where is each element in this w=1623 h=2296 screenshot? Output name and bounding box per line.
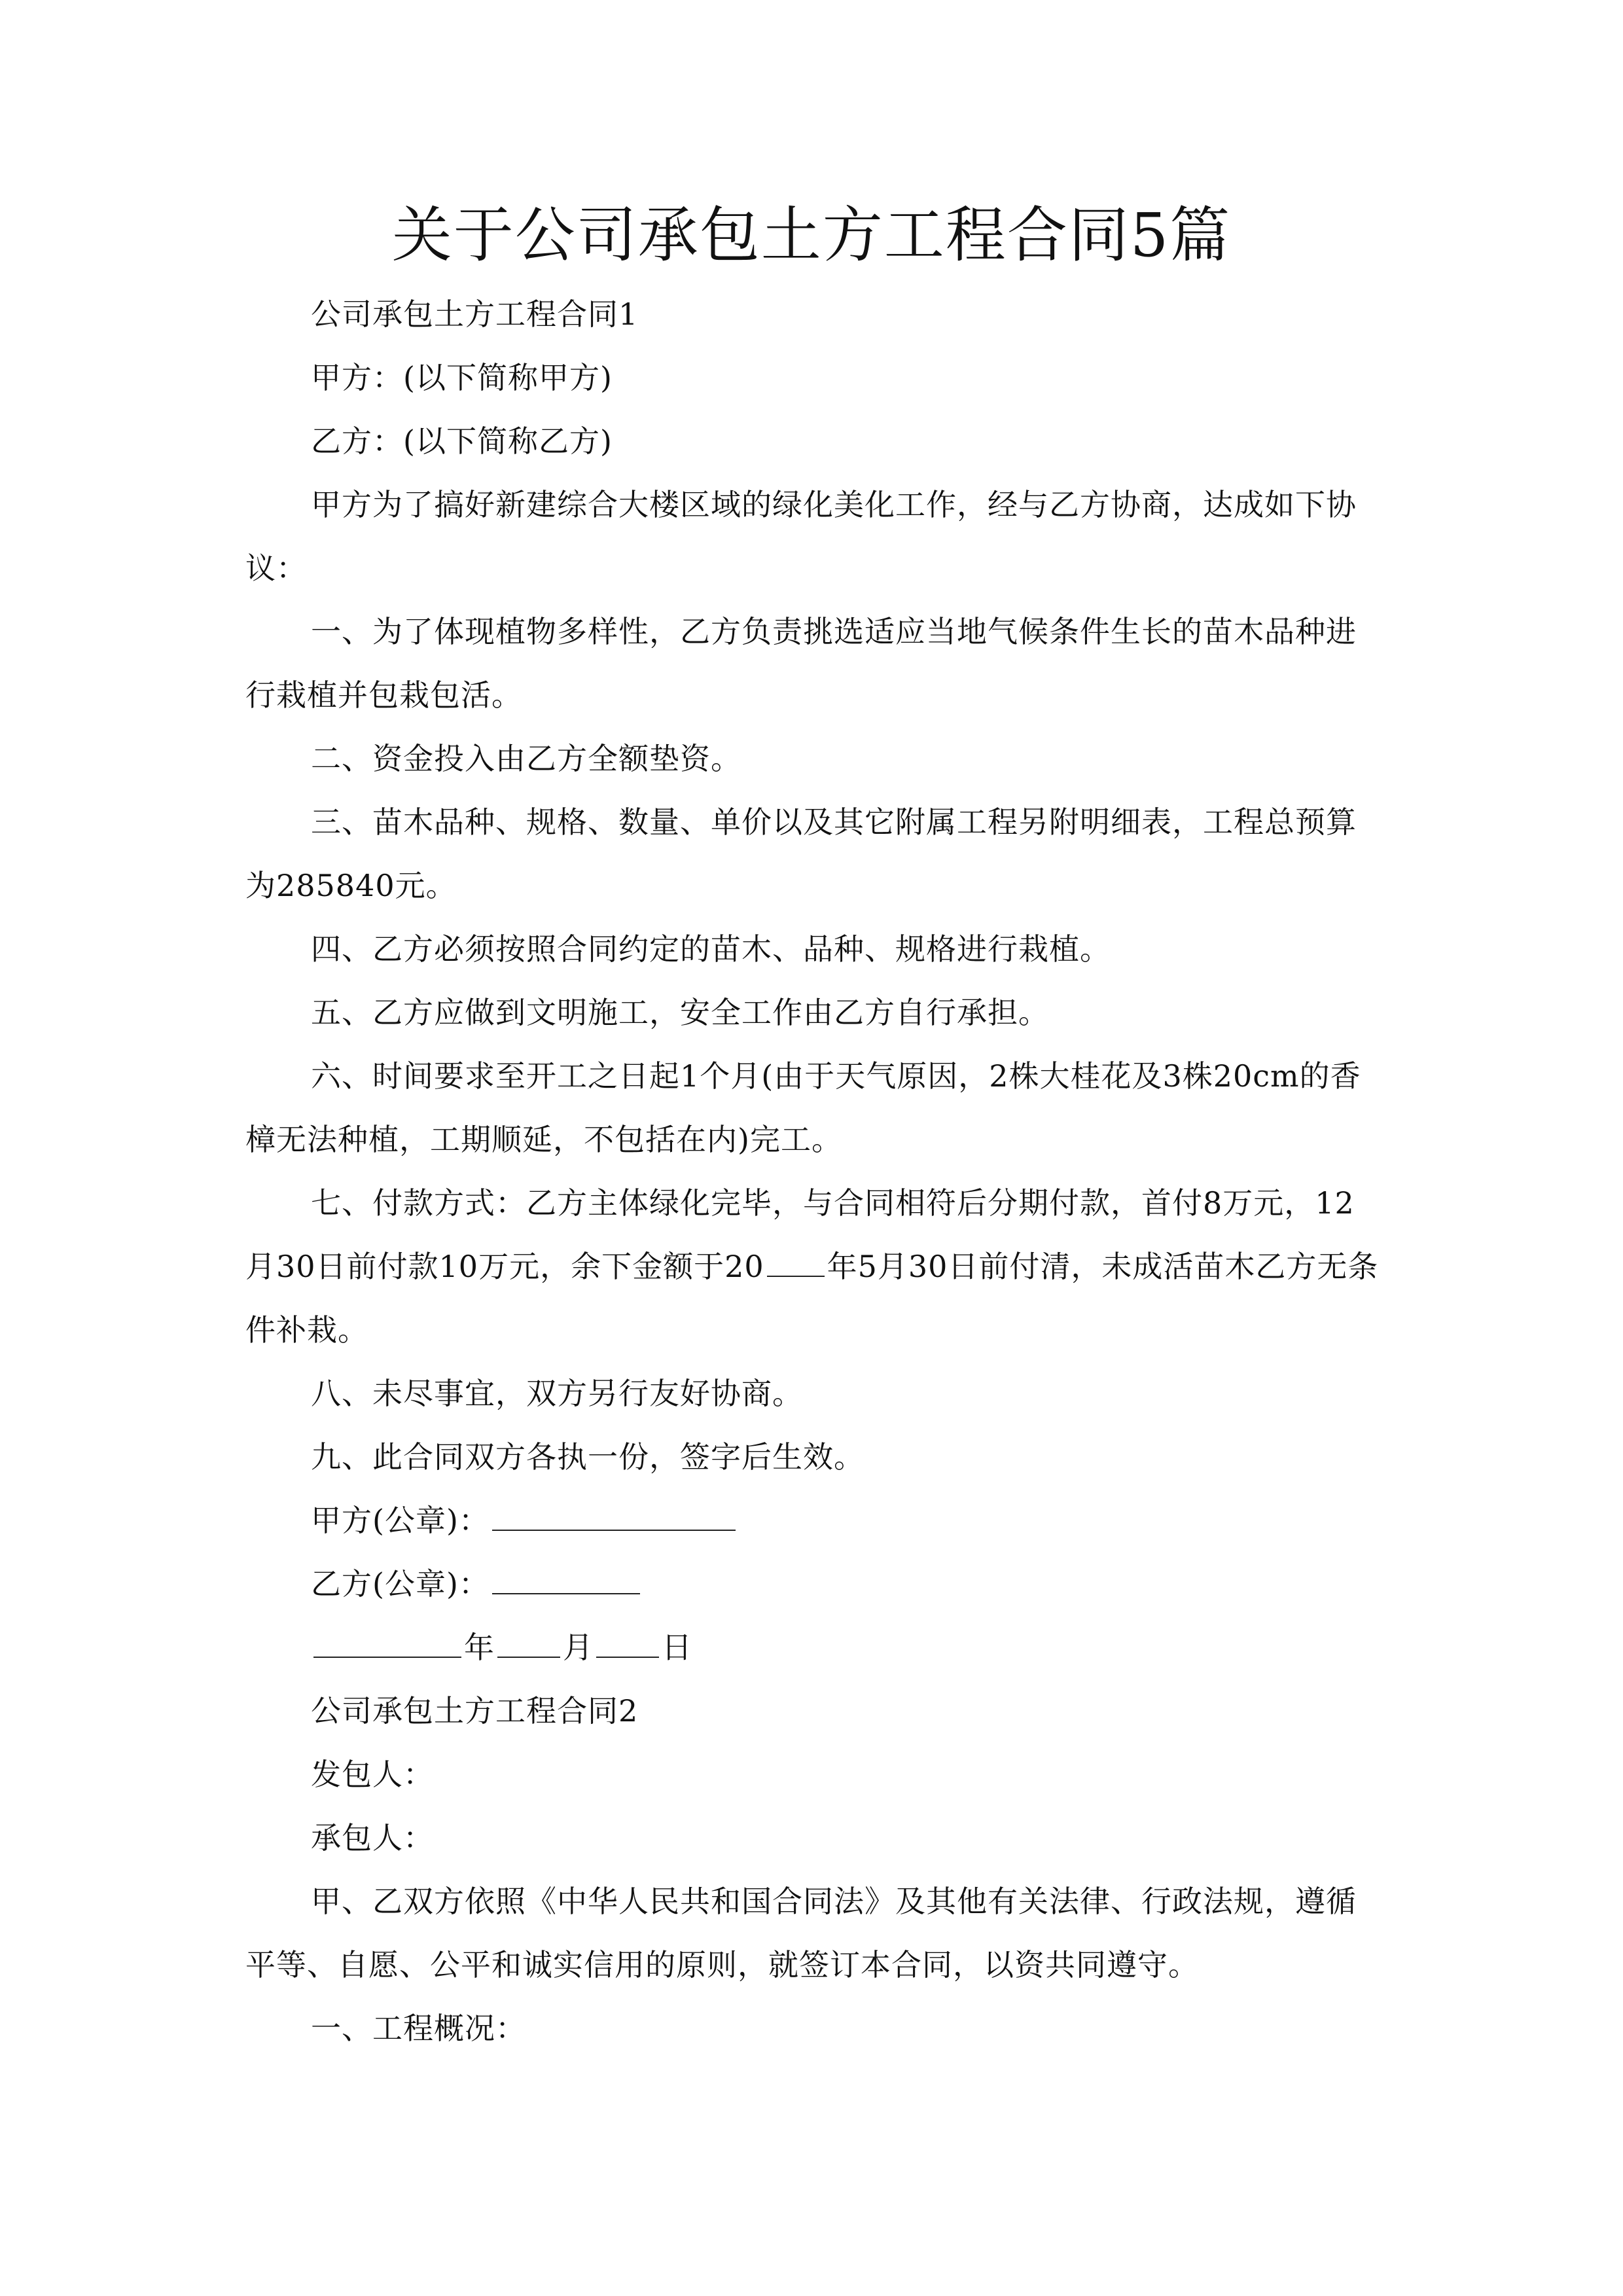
contract2-intro: 甲、乙双方依照《中华人民共和国合同法》及其他有关法律、行政法规，遵循平等、自愿、公平和诚实信用的原则，就签订本合同，以资共同遵守。 xyxy=(245,1884,1357,1982)
document-body xyxy=(245,283,1381,2060)
year-blank xyxy=(767,1246,825,1277)
section-1-heading: 一、工程概况： xyxy=(311,2011,526,2046)
clause-3: 三、苗木品种、规格、数量、单价以及其它附属工程另附明细表，工程总预算为285840元。 xyxy=(245,804,1357,903)
date-year-label: 年 xyxy=(464,1630,495,1665)
signature-b-label: 乙方(公章)： xyxy=(311,1566,490,1602)
clause-8: 八、未尽事宜，双方另行友好协商。 xyxy=(311,1376,803,1411)
employer-line: 发包人： xyxy=(311,1757,434,1792)
signature-b-blank xyxy=(492,1563,640,1594)
signature-a-blank xyxy=(492,1499,736,1531)
contract1-heading: 公司承包土方工程合同1 xyxy=(311,296,639,332)
document-title: 关于公司承包土方工程合同5篇 xyxy=(391,200,1232,270)
signature-b xyxy=(245,1552,1381,1616)
signature-a xyxy=(245,1489,1381,1552)
contract1-intro: 甲方为了搞好新建综合大楼区域的绿化美化工作，经与乙方协商，达成如下协议： xyxy=(245,487,1357,586)
clause-7 xyxy=(245,1172,1381,1362)
signature-a-label: 甲方(公章)： xyxy=(311,1503,490,1538)
date-month-blank xyxy=(497,1626,560,1658)
date-year-blank xyxy=(313,1626,461,1658)
clause-7-part1: 七、付款方式：乙方主体绿化完毕，与合同相符后分期付款，首付8万元，12月30日前付款10万元，余下金额于20 xyxy=(245,1185,1355,1284)
date-line xyxy=(245,1616,1381,1679)
party-b-line: 乙方：(以下简称乙方) xyxy=(311,423,613,459)
clause-1: 一、为了体现植物多样性，乙方负责挑选适应当地气候条件生长的苗木品种进行栽植并包栽包活。 xyxy=(245,614,1357,713)
contract2-heading: 公司承包土方工程合同2 xyxy=(311,1693,639,1729)
date-day-blank xyxy=(596,1626,659,1658)
clause-4: 四、乙方必须按照合同约定的苗木、品种、规格进行栽植。 xyxy=(311,931,1111,967)
party-a-line: 甲方：(以下简称甲方) xyxy=(311,360,613,395)
clause-2: 二、资金投入由乙方全额垫资。 xyxy=(311,741,741,776)
clause-5: 五、乙方应做到文明施工，安全工作由乙方自行承担。 xyxy=(311,995,1049,1030)
date-day-label: 日 xyxy=(662,1630,692,1665)
clause-7-part2: 年5月30日前付清，未成活苗木乙方无条件补栽。 xyxy=(245,1249,1379,1348)
clause-9: 九、此合同双方各执一份，签字后生效。 xyxy=(311,1439,865,1475)
contractor-line: 承包人： xyxy=(311,1820,434,1856)
clause-6: 六、时间要求至开工之日起1个月(由于天气原因，2株大桂花及3株20cm的香樟无法种植，工期顺延，不包括在内)完工。 xyxy=(245,1058,1361,1157)
date-month-label: 月 xyxy=(563,1630,594,1665)
